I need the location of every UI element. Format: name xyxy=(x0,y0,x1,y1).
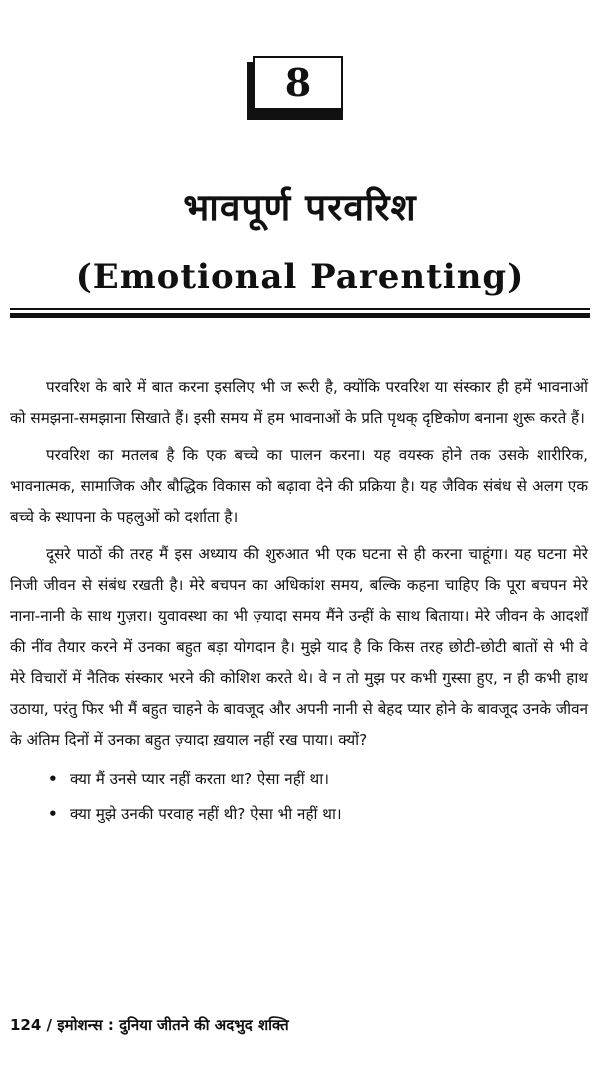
chapter-number: 8 xyxy=(253,56,343,110)
question-list xyxy=(10,762,588,832)
paragraph-2: परवरिश का मतलब है कि एक बच्चे का पालन करना। यह वयस्क होने तक उसके शारीरिक, भावनात्मक, सामाजिक और बौद्धिक विकास को बढ़ावा देने की प्रक्रिया है। यह जैविक संबंध से अलग एक बच्चे के स्थापना के पहलुओं को दर्शाता है। xyxy=(10,446,588,526)
list-item: • क्या मैं उनसे प्यार नहीं करता था? ऐसा नहीं था। xyxy=(48,762,588,797)
chapter-number-box xyxy=(247,56,349,120)
paragraph-1: परवरिश के बारे में बात करना इसलिए भी ज रूरी है, क्योंकि परवरिश या संस्कार ही हमें भावनाओं को समझना-समझाना सिखाते हैं। इसी समय में हम भावनाओं के प्रति पृथक् दृष्टिकोण बनाना शुरू करते हैं। xyxy=(10,378,588,427)
page-footer: 124 / इमोशन्स : दुनिया जीतने की अदभुद शक्ति xyxy=(10,1016,289,1034)
list-item: • क्या मुझे उनकी परवाह नहीं थी? ऐसा भी नहीं था। xyxy=(48,797,588,832)
chapter-title-english: (Emotional Parenting) xyxy=(75,257,525,297)
paragraph-3: दूसरे पाठों की तरह मैं इस अध्याय की शुरुआत भी एक घटना से ही करना चाहूंगा। यह घटना मेरे निजी जीवन से संबंध रखती है। मेरे बचपन का अधिकांश समय, बल्कि कहना चाहिए कि पूरा बचपन मेरे नाना-नानी के साथ गुज़रा। युवावस्था का भी ज़्यादा समय मैंने उन्हीं के साथ बिताया। मेरे जीवन के आदर्शों की नींव तैयार करने में उनका बहुत बड़ा योगदान है। मुझे याद है कि किस तरह छोटी-छोटी बातों से भी वे मेरे विचारों में नैतिक संस्कार भरने की कोशिश करते थे। वे न तो मुझ पर कभी गुस्सा हुए, न ही कभी हाथ उठाया, परंतु फिर भी मैं बहुत चाहने के बावजूद और अपनी नानी से बेहद प्यार होने के बावजूद उनके जीवन के अंतिम दिनों में उनका बहुत ज़्यादा ख़याल नहीं रख पाया। क्यों? xyxy=(10,545,588,749)
title-divider-thick xyxy=(10,313,590,318)
title-divider-thin xyxy=(10,308,590,310)
chapter-body xyxy=(10,372,588,832)
chapter-title-hindi: भावपूर्ण परवरिश xyxy=(183,186,417,229)
